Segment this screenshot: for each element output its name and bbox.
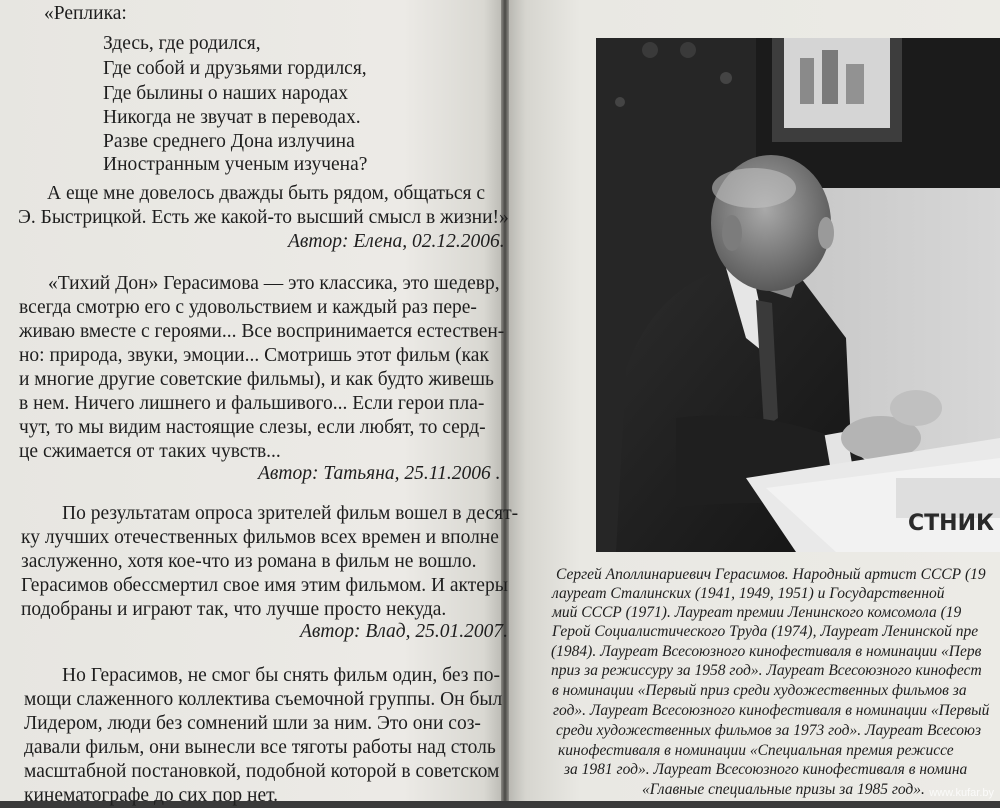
comment-line: заслуженно, хотя кое-что из романа в фильм не вошло. [21, 551, 477, 572]
comment-line: всегда смотрю его с удовольствием и каждый раз пере- [19, 297, 477, 318]
paragraph-line: кинематографе до сих пор нет. [24, 785, 279, 806]
comment-line: живаю вместе с героями... Все воспринимается естествен- [19, 321, 505, 342]
comment-line: Э. Быстрицкой. Есть же какой-то высший смысл в жизни!» [18, 207, 509, 228]
poem-line: Иностранным ученым изучена? [103, 154, 368, 175]
poem-line: Никогда не звучат в переводах. [103, 107, 361, 128]
caption-line: (1984). Лауреат Всесоюзного кинофестиваля в номинации «Перв [551, 643, 982, 660]
paragraph-line: масштабной постановкой, подобной которой в советском [24, 761, 500, 782]
poem-line: Где былины о наших народах [103, 83, 349, 104]
comment-line: Герасимов обессмертил свое имя этим фильмом. И актеры [21, 575, 508, 596]
caption-line: Герой Социалистического Труда (1974), Лауреат Ленинской пре [552, 623, 979, 640]
comment-line: в нем. Ничего лишнего и фальшивого... Если герои пла- [19, 393, 485, 414]
newspaper-text: СТНИК [908, 511, 994, 536]
caption-line: кинофестиваля в номинации «Специальная премия режиссе [558, 742, 954, 759]
caption-line: лауреат Сталинских (1941, 1949, 1951) и Государственной [552, 585, 945, 602]
paragraph-line: мощи слаженного коллектива съемочной группы. Он был [24, 689, 503, 710]
caption-line: среди художественных фильмов за 1973 год». Лауреат Всесоюз [556, 722, 982, 739]
poem-line: Разве среднего Дона излучина [103, 131, 355, 152]
comment-line: подобраны и играют так, что лучше просто некуда. [21, 599, 447, 620]
comment-line: чут, то мы видим настоящие слезы, если любят, то серд- [19, 417, 486, 438]
caption-line: «Главные специальные призы за 1985 год». [642, 781, 925, 798]
poem-line: Где собой и друзьями гордился, [103, 58, 367, 79]
comment-line: и многие другие советские фильмы), и как будто живешь [19, 369, 494, 390]
caption-line: в номинации «Первый приз среди художественных фильмов за [552, 682, 967, 699]
caption-line: мий СССР (1971). Лауреат премии Ленинского комсомола (19 [552, 604, 962, 621]
comment-line: це сжимается от таких чувств... [19, 441, 281, 462]
caption-line: год». Лауреат Всесоюзного кинофестиваля в номинации «Первый [553, 702, 990, 719]
poem-intro: «Реплика: [44, 3, 127, 24]
comment-line: но: природа, звуки, эмоции... Смотришь этот фильм (как [19, 345, 489, 366]
comment-line: По результатам опроса зрителей фильм вошел в десят- [62, 503, 519, 524]
paragraph-line: давали фильм, они вынесли все тяготы работы над столь [24, 737, 496, 758]
caption-line: за 1981 год». Лауреат Всесоюзного кинофестиваля в номина [564, 761, 968, 778]
caption-line: Сергей Аполлинариевич Герасимов. Народный артист СССР (19 [556, 566, 986, 583]
watermark: www.kufar.by [929, 787, 994, 799]
poem-line: Здесь, где родился, [103, 33, 261, 54]
portrait-photo [596, 38, 1000, 552]
paragraph-line: Но Герасимов, не смог бы снять фильм один, без по- [62, 665, 500, 686]
comment-line: А еще мне довелось дважды быть рядом, общаться с [47, 183, 485, 204]
comment-author: Автор: Влад, 25.01.2007. [300, 621, 508, 642]
comment-line: ку лучших отечественных фильмов всех времен и вполне [21, 527, 499, 548]
comment-author: Автор: Татьяна, 25.11.2006 . [258, 463, 501, 484]
comment-author: Автор: Елена, 02.12.2006. [288, 231, 505, 252]
caption-line: приз за режиссуру за 1958 год». Лауреат Всесоюзного кинофест [551, 662, 982, 679]
paragraph-line: Лидером, люди без сомнений шли за ним. Это они соз- [24, 713, 481, 734]
comment-line: «Тихий Дон» Герасимова — это классика, это шедевр, [48, 273, 500, 294]
